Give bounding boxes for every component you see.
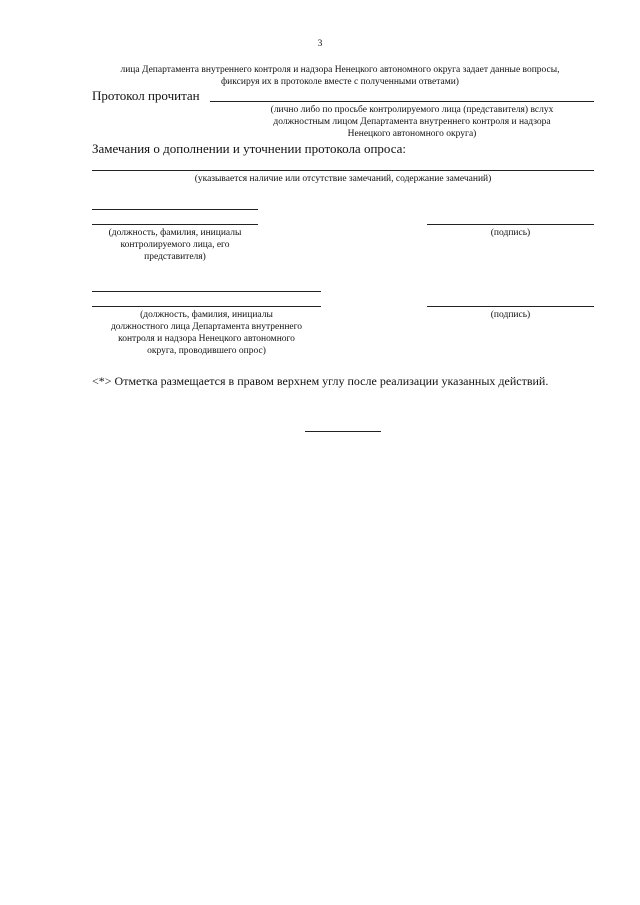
protocol-read-note-3: Ненецкого автономного округа) (347, 129, 477, 139)
page-number: 3 (317, 39, 323, 49)
end-rule (305, 431, 381, 432)
sig2-signature-caption: (подпись) (490, 310, 531, 320)
sig2-caption-4: округа, проводившего опрос) (147, 346, 266, 356)
sig2-name-line-lower (92, 306, 321, 307)
protocol-read-note-2: должностным лицом Департамента внутреннего контроля и надзора (273, 117, 551, 127)
sig1-signature-line (427, 224, 594, 225)
remarks-note: (указывается наличие или отсутствие замечаний, содержание замечаний) (194, 174, 492, 184)
sig2-caption-2: должностного лица Департамента внутреннего (110, 322, 303, 332)
intro-line-2: фиксируя их в протоколе вместе с полученными ответами) (221, 77, 459, 87)
sig2-caption-1: (должность, фамилия, инициалы (140, 310, 273, 320)
sig1-caption-1: (должность, фамилия, инициалы (108, 228, 242, 238)
intro-line-1: лица Департамента внутреннего контроля и надзора Ненецкого автономного округа задает данные вопросы, (120, 65, 560, 75)
protocol-read-note-1: (лично либо по просьбе контролируемого лица (представителя) вслух (270, 105, 554, 115)
sig1-caption-2: контролируемого лица, его (120, 240, 230, 250)
remarks-line (92, 170, 594, 171)
sig2-signature-line (427, 306, 594, 307)
sig1-caption-3: представителя) (144, 252, 206, 262)
footnote: <*> Отметка размещается в правом верхнем углу после реализации указанных действий. (92, 374, 549, 388)
sig1-name-line-lower (92, 224, 258, 225)
sig2-caption-3: контроля и надзора Ненецкого автономного (118, 334, 295, 344)
sig1-signature-caption: (подпись) (490, 228, 531, 238)
sig1-name-line-upper (92, 209, 258, 210)
remarks-label: Замечания о дополнении и уточнении протокола опроса: (92, 141, 407, 156)
sig2-name-line-upper (92, 291, 321, 292)
protocol-read-label: Протокол прочитан (92, 88, 200, 103)
protocol-read-line (210, 101, 594, 102)
